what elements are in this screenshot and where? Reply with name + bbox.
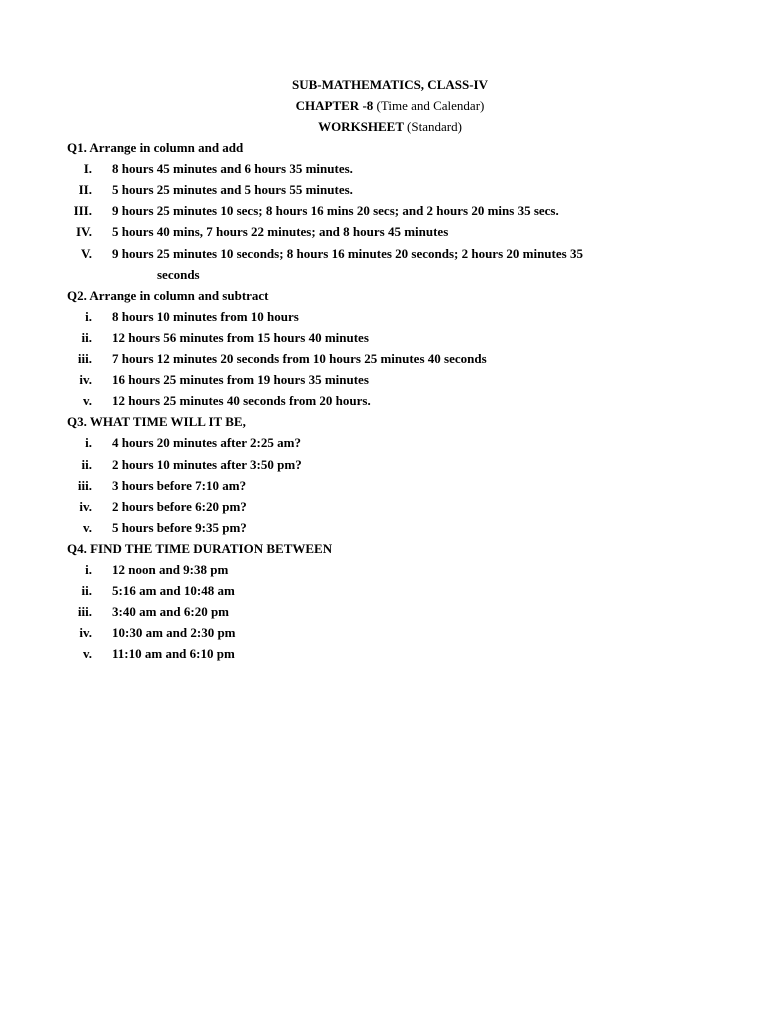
item-number: i. — [85, 435, 92, 451]
item-text: 12 hours 56 minutes from 15 hours 40 minutes — [112, 329, 369, 345]
item-text: 2 hours 10 minutes after 3:50 pm? — [112, 456, 302, 472]
item-text: 5 hours 40 mins, 7 hours 22 minutes; and 8 hours 45 minutes — [112, 224, 449, 240]
item-number: iii. — [77, 604, 92, 620]
item-number: iii. — [77, 477, 92, 493]
worksheet-type: (Standard) — [407, 119, 462, 134]
item-number: ii. — [81, 583, 92, 599]
item-number: iv. — [79, 372, 92, 388]
item-text: 12 hours 25 minutes 40 seconds from 20 hours. — [112, 393, 371, 409]
item-number: ii. — [81, 456, 92, 472]
worksheet-type-line — [0, 117, 768, 137]
item-text: 5:16 am and 10:48 am — [112, 583, 235, 599]
item-text: 8 hours 45 minutes and 6 hours 35 minutes. — [112, 161, 353, 177]
item-number: iv. — [79, 625, 92, 641]
item-text: 12 noon and 9:38 pm — [112, 562, 229, 577]
item-text: 8 hours 10 minutes from 10 hours — [112, 308, 299, 324]
subject-text: SUB-MATHEMATICS, CLASS-IV — [292, 77, 488, 92]
item-number: IV. — [75, 224, 92, 240]
item-number: i. — [85, 308, 92, 324]
worksheet-label: WORKSHEET — [318, 119, 404, 134]
item-text-continuation: seconds — [157, 266, 200, 282]
item-text: 5 hours before 9:35 pm? — [112, 519, 247, 535]
chapter-label: CHAPTER -8 — [295, 98, 374, 113]
item-number: ii. — [81, 329, 92, 345]
item-number: I. — [83, 161, 92, 177]
item-text: 5 hours 25 minutes and 5 hours 55 minutes. — [112, 182, 353, 198]
item-text: 9 hours 25 minutes 10 secs; 8 hours 16 mins 20 secs; and 2 hours 20 mins 35 secs. — [112, 203, 559, 219]
item-number: iv. — [79, 498, 92, 514]
item-number: v. — [82, 393, 92, 409]
worksheet-subject-line — [0, 75, 768, 95]
item-text: 4 hours 20 minutes after 2:25 am? — [112, 435, 301, 451]
worksheet-chapter-line — [0, 96, 768, 116]
chapter-title: (Time and Calendar) — [376, 98, 485, 113]
item-number: V. — [81, 245, 92, 261]
item-number: iii. — [77, 351, 92, 366]
question-title: Q1. Arrange in column and add — [67, 140, 244, 155]
item-number: II. — [78, 182, 92, 198]
item-text: 11:10 am and 6:10 pm — [112, 646, 235, 662]
item-number: III. — [73, 203, 92, 219]
item-text: 10:30 am and 2:30 pm — [112, 625, 236, 641]
question-title: Q4. FIND THE TIME DURATION BETWEEN — [67, 540, 333, 556]
item-text: 3 hours before 7:10 am? — [112, 477, 247, 493]
item-text: 9 hours 25 minutes 10 seconds; 8 hours 16 minutes 20 seconds; 2 hours 20 minutes 35 — [112, 245, 583, 261]
item-number: i. — [85, 562, 92, 577]
item-text: 16 hours 25 minutes from 19 hours 35 minutes — [112, 372, 369, 388]
item-text: 3:40 am and 6:20 pm — [112, 604, 230, 620]
question-title: Q3. WHAT TIME WILL IT BE, — [67, 414, 246, 430]
item-text: 7 hours 12 minutes 20 seconds from 10 hours 25 minutes 40 seconds — [112, 351, 487, 366]
item-number: v. — [82, 519, 92, 535]
item-number: v. — [82, 646, 92, 662]
item-text: 2 hours before 6:20 pm? — [112, 498, 247, 514]
question-title: Q2. Arrange in column and subtract — [67, 287, 269, 303]
